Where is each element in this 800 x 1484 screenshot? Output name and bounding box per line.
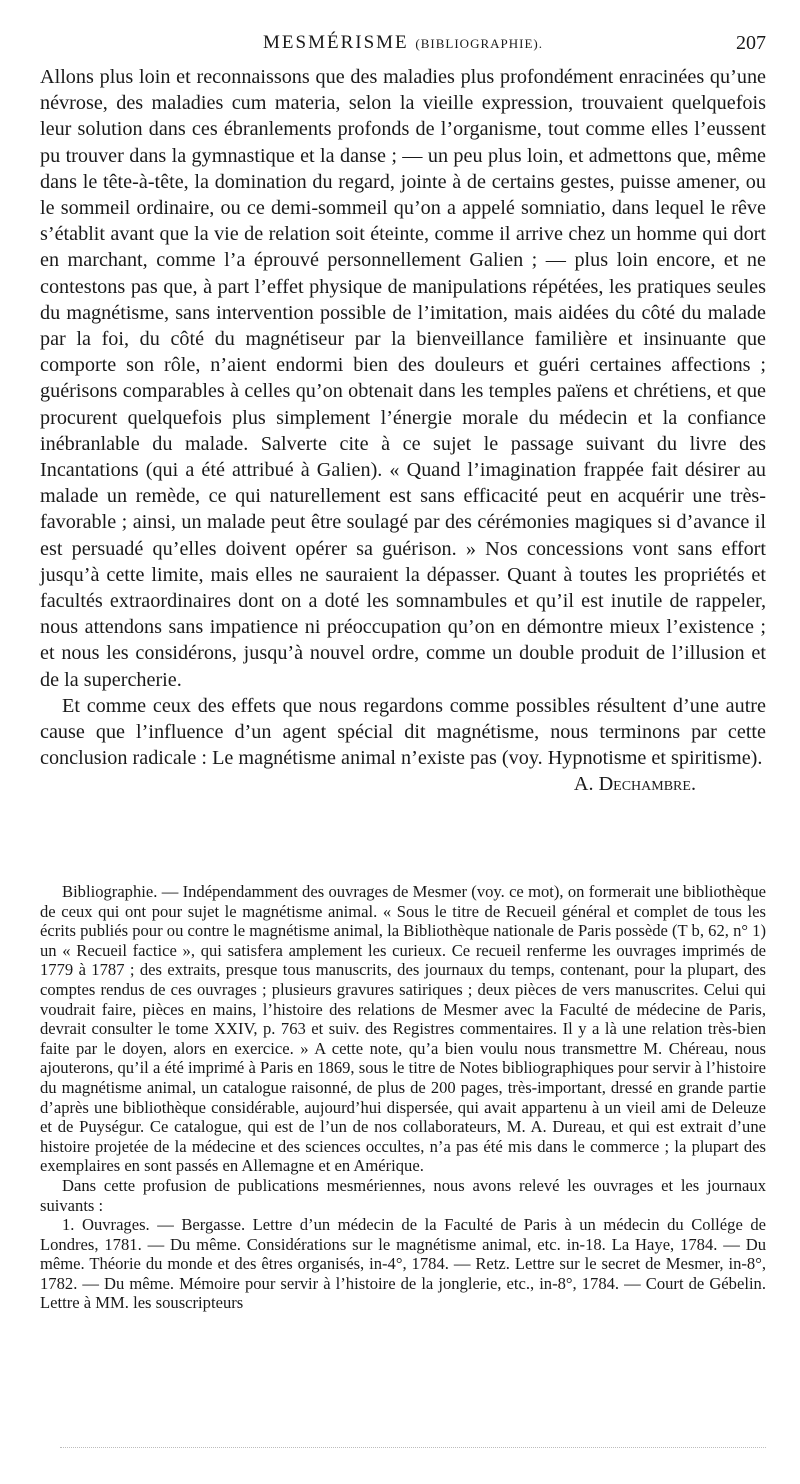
main-paragraph-2: Et comme ceux des effets que nous regardons comme possibles résultent d’une autre cause que l’influence d’un agent spécial dit magnétisme, nous terminons par cette conclusion radicale : Le magnétisme animal n’existe pas (voy. Hypnotisme et spiritisme). xyxy=(40,694,766,770)
page-header xyxy=(40,30,766,58)
footer-rule xyxy=(60,1447,766,1450)
running-head-subtitle: (BIBLIOGRAPHIE). xyxy=(415,36,543,51)
bibliography-paragraph-3: 1. Ouvrages. — Bergasse. Lettre d’un médecin de la Faculté de Paris à un médecin du Collége de Londres, 1781. — Du même. Considérations sur le magnétisme animal, etc. in-18. La Haye, 1784. — Du même. Théorie du monde et des êtres organisés, in-4°, 1784. — Retz. Lettre sur le secret de Mesmer, in-8°, 1782. — Du même. Mémoire pour servir à l’histoire de la jonglerie, etc., in-8°, 1784. — Court de Gébelin. Lettre à MM. les souscripteurs xyxy=(40,1215,766,1313)
bibliography-section xyxy=(40,882,766,1313)
running-head-title: MESMÉRISME xyxy=(263,32,409,53)
page-number: 207 xyxy=(736,32,766,54)
bibliography-paragraph-2: Dans cette profusion de publications mesmériennes, nous avons relevé les ouvrages et les journaux suivants : xyxy=(40,1175,766,1215)
bibliography-paragraph-1: Bibliographie. — Indépendamment des ouvrages de Mesmer (voy. ce mot), on formerait une bibliothèque de ceux qui ont pour sujet le magnétisme animal. « Sous le titre de Recueil général et complet de tous les écrits publiés pour ou contre le magnétisme animal, la Bibliothèque nationale de Paris possède (T b, 62, n° 1) un « Recueil factice », qui satisfera amplement les curieux. Ce recueil renferme les ouvrages imprimés de 1779 à 1787 ; des extraits, presque tous manuscrits, des journaux du temps, contenant, pour la plupart, des comptes rendus de ces ouvrages ; plusieurs gravures satiriques ; deux pièces de vers manuscrites. Celui qui voudrait faire, pièces en mains, l’histoire des relations de Mesmer avec la Faculté de médecine de Paris, devrait consulter le tome XXIV, p. 763 et suiv. des Registres commentaires. Il y a là une relation très-bien faite par le doyen, alors en exercice. » A cette note, qu’a bien voulu nous transmettre M. Chéreau, nous ajouterons, qu’il a été imprimé à Paris en 1869, sous le titre de Notes bibliographiques pour servir à l’histoire du magnétisme animal, un catalogue raisonné, de plus de 200 pages, très-important, dressé en grande partie d’après une bibliothèque considérable, aujourd’hui dispersée, qui avait appartenu à un vieil ami de Deleuze et de Puységur. Ce catalogue, qui est de l’un de nos collaborateurs, M. A. Dureau, et qui est extrait d’une histoire projetée de la médecine et des sciences occultes, n’a pas été mis dans le commerce ; la plupart des exemplaires en sont passés en Allemagne et en Amérique. xyxy=(40,882,766,1176)
main-paragraph-1: Allons plus loin et reconnaissons que des maladies plus profondément enracinées qu’une névrose, des maladies cum materia, selon la vieille expression, trouvaient quelquefois leur solution dans ces ébranlements profonds de l’organisme, tout comme elles l’eussent pu trouver dans la gymnastique et la danse ; — un peu plus loin, et admettons que, même dans le tête-à-tête, la domination du regard, jointe à de certains gestes, puisse amener, ou le sommeil ordinaire, ou ce demi-sommeil qu’on a appelé somniatio, dans lequel le rêve s’établit avant que la vie de relation soit éteinte, comme il arrive chez un homme qui dort en marchant, comme l’a éprouvé personnellement Galien ; — plus loin encore, et ne contestons pas que, à part l’effet physique de manipulations répétées, les pratiques seules du magnétisme, sans intervention possible de l’imitation, mais aidées du côté du malade par la foi, du côté du magnétiseur par la bienveillance familière et insinuante que comporte son rôle, n’aient endormi bien des douleurs et guéri certaines affections ; guérisons comparables à celles qu’on obtenait dans les temples païens et chrétiens, et que procurent quelquefois plus simplement l’énergie morale du médecin et la confiance inébranlable du malade. Salverte cite à ce sujet le passage suivant du livre des Incantations (qui a été attribué à Galien). « Quand l’imagination frappée fait désirer au malade un remède, ce qui naturellement est sans efficacité peut en acquérir une très-favorable ; ainsi, un malade peut être soulagé par des cérémonies magiques si d’avance il est persuadé qu’elles doivent opérer sa guérison. » Nos concessions vont sans effort jusqu’à cette limite, mais elles ne sauraient la dépasser. Quant à toutes les propriétés et facultés extraordinaires dont on a doté les somnambules et qu’il est inutile de rappeler, nous attendons sans impatience ni préoccupation qu’on en démontre mieux l’existence ; et nous les considérons, jusqu’à nouvel ordre, comme un double produit de l’illusion et de la supercherie. xyxy=(40,66,766,691)
author-signature: A. Dechambre. xyxy=(573,773,696,796)
running-head xyxy=(40,32,766,54)
signature-line xyxy=(40,771,766,797)
main-text xyxy=(40,64,766,798)
